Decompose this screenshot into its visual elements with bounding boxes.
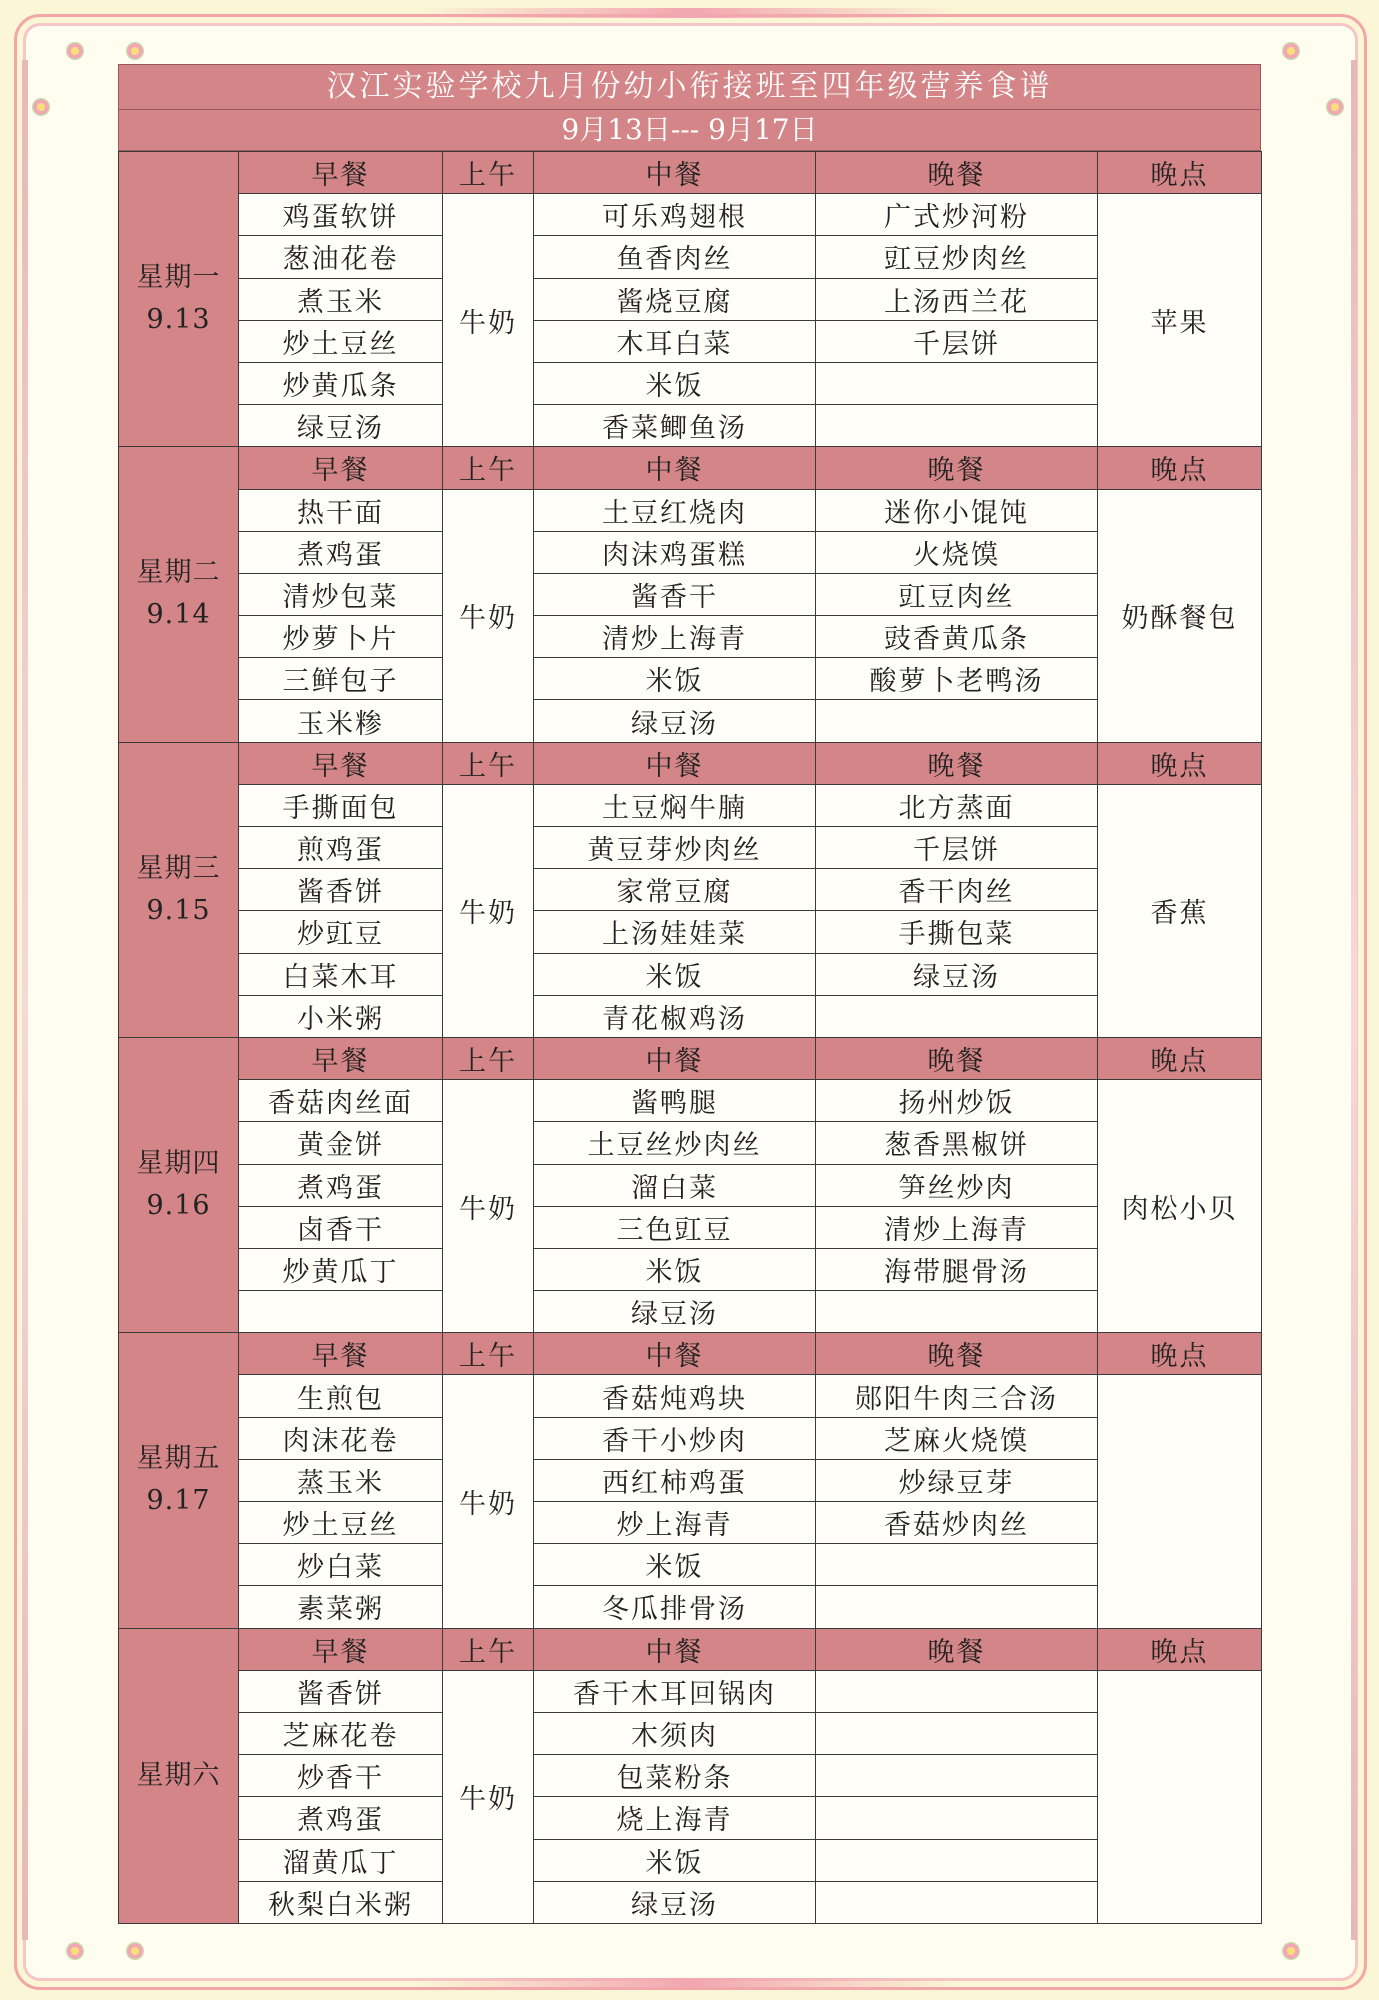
breakfast-item: 葱油花卷 — [239, 236, 443, 278]
breakfast-item: 素菜粥 — [239, 1586, 443, 1628]
table-row — [119, 827, 1262, 869]
breakfast-item: 鸡蛋软饼 — [239, 194, 443, 236]
column-header-dinner: 晚餐 — [816, 1037, 1098, 1079]
breakfast-item: 生煎包 — [239, 1375, 443, 1417]
breakfast-item: 煎鸡蛋 — [239, 827, 443, 869]
breakfast-item: 煮鸡蛋 — [239, 1797, 443, 1839]
lunch-item: 绿豆汤 — [534, 1881, 816, 1923]
day-header-row — [119, 1333, 1262, 1375]
dinner-item: 豉香黄瓜条 — [816, 616, 1098, 658]
breakfast-item: 芝麻花卷 — [239, 1712, 443, 1754]
lunch-item: 米饭 — [534, 658, 816, 700]
flower-icon — [66, 1942, 84, 1960]
flower-icon — [66, 42, 84, 60]
dinner-item — [816, 362, 1098, 404]
table-row — [119, 489, 1262, 531]
table-row — [119, 1502, 1262, 1544]
day-label — [119, 1333, 239, 1628]
lunch-item: 酱烧豆腐 — [534, 278, 816, 320]
day-header-row — [119, 447, 1262, 489]
day-label — [119, 1037, 239, 1332]
dinner-item — [816, 700, 1098, 742]
dinner-item: 千层饼 — [816, 320, 1098, 362]
snack-item: 奶酥餐包 — [1098, 489, 1262, 742]
dinner-item: 郧阳牛肉三合汤 — [816, 1375, 1098, 1417]
dinner-item: 芝麻火烧馍 — [816, 1417, 1098, 1459]
top-decor-bar — [420, 8, 960, 18]
bottom-decor-bar — [420, 1978, 960, 1988]
table-row — [119, 1248, 1262, 1290]
breakfast-item: 香菇肉丝面 — [239, 1080, 443, 1122]
dinner-item: 上汤西兰花 — [816, 278, 1098, 320]
table-row — [119, 953, 1262, 995]
table-row — [119, 911, 1262, 953]
dinner-item — [816, 1670, 1098, 1712]
column-header-dinner: 晚餐 — [816, 152, 1098, 194]
lunch-item: 溜白菜 — [534, 1164, 816, 1206]
breakfast-item: 小米粥 — [239, 995, 443, 1037]
breakfast-item: 秋梨白米粥 — [239, 1881, 443, 1923]
column-header-breakfast: 早餐 — [239, 742, 443, 784]
column-header-snack: 晚点 — [1098, 1628, 1262, 1670]
table-row — [119, 1375, 1262, 1417]
column-header-snack: 晚点 — [1098, 1333, 1262, 1375]
table-row — [119, 1164, 1262, 1206]
column-header-dinner: 晚餐 — [816, 742, 1098, 784]
breakfast-item: 炒萝卜片 — [239, 616, 443, 658]
column-header-morning: 上午 — [443, 742, 534, 784]
weekday-label: 星期三 — [136, 852, 221, 884]
lunch-item: 香菜鲫鱼汤 — [534, 405, 816, 447]
column-header-dinner: 晚餐 — [816, 447, 1098, 489]
dinner-item: 绿豆汤 — [816, 953, 1098, 995]
column-header-morning: 上午 — [443, 447, 534, 489]
date-label: 9.13 — [146, 304, 211, 336]
table-row — [119, 658, 1262, 700]
lunch-item: 绿豆汤 — [534, 700, 816, 742]
left-decor-stripe — [22, 60, 28, 1940]
dinner-item: 香干肉丝 — [816, 869, 1098, 911]
day-header-row — [119, 1628, 1262, 1670]
morning-item: 牛奶 — [443, 1670, 534, 1923]
table-row — [119, 236, 1262, 278]
weekday-label: 星期六 — [136, 1759, 221, 1791]
morning-item: 牛奶 — [443, 194, 534, 447]
table-row — [119, 784, 1262, 826]
lunch-item: 米饭 — [534, 362, 816, 404]
dinner-item: 笋丝炒肉 — [816, 1164, 1098, 1206]
lunch-item: 米饭 — [534, 1248, 816, 1290]
lunch-item: 米饭 — [534, 953, 816, 995]
lunch-item: 上汤娃娃菜 — [534, 911, 816, 953]
menu-sheet — [118, 64, 1261, 1924]
morning-item: 牛奶 — [443, 1080, 534, 1333]
lunch-item: 清炒上海青 — [534, 616, 816, 658]
breakfast-item: 卤香干 — [239, 1206, 443, 1248]
lunch-item: 木耳白菜 — [534, 320, 816, 362]
lunch-item: 炒上海青 — [534, 1502, 816, 1544]
dinner-item: 迷你小馄饨 — [816, 489, 1098, 531]
dinner-item: 葱香黑椒饼 — [816, 1122, 1098, 1164]
table-row — [119, 194, 1262, 236]
dinner-item — [816, 1586, 1098, 1628]
table-row — [119, 700, 1262, 742]
dinner-item — [816, 995, 1098, 1037]
dinner-item — [816, 1881, 1098, 1923]
dinner-item: 千层饼 — [816, 827, 1098, 869]
table-row — [119, 531, 1262, 573]
lunch-item: 冬瓜排骨汤 — [534, 1586, 816, 1628]
breakfast-item: 炒黄瓜丁 — [239, 1248, 443, 1290]
breakfast-item: 炒黄瓜条 — [239, 362, 443, 404]
date-label: 9.16 — [146, 1190, 211, 1222]
day-label — [119, 1628, 239, 1923]
dinner-item — [816, 1755, 1098, 1797]
weekday-label: 星期一 — [136, 262, 221, 294]
dinner-item: 豇豆肉丝 — [816, 573, 1098, 615]
breakfast-item: 煮鸡蛋 — [239, 1164, 443, 1206]
breakfast-item: 炒土豆丝 — [239, 320, 443, 362]
right-decor-stripe — [1351, 60, 1357, 1940]
lunch-item: 鱼香肉丝 — [534, 236, 816, 278]
table-row — [119, 1881, 1262, 1923]
day-label — [119, 447, 239, 742]
date-range: 9月13日--- 9月17日 — [118, 110, 1261, 151]
table-row — [119, 1712, 1262, 1754]
breakfast-item: 清炒包菜 — [239, 573, 443, 615]
breakfast-item: 热干面 — [239, 489, 443, 531]
column-header-morning: 上午 — [443, 1333, 534, 1375]
breakfast-item: 煮玉米 — [239, 278, 443, 320]
dinner-item: 扬州炒饭 — [816, 1080, 1098, 1122]
table-row — [119, 1291, 1262, 1333]
lunch-item: 木须肉 — [534, 1712, 816, 1754]
column-header-lunch: 中餐 — [534, 152, 816, 194]
lunch-item: 香干小炒肉 — [534, 1417, 816, 1459]
breakfast-item: 炒香干 — [239, 1755, 443, 1797]
dinner-item — [816, 1839, 1098, 1881]
dinner-item: 豇豆炒肉丝 — [816, 236, 1098, 278]
breakfast-item: 炒白菜 — [239, 1544, 443, 1586]
flower-icon — [126, 42, 144, 60]
column-header-lunch: 中餐 — [534, 1333, 816, 1375]
morning-item: 牛奶 — [443, 1375, 534, 1628]
menu-title: 汉江实验学校九月份幼小衔接班至四年级营养食谱 — [118, 64, 1261, 110]
lunch-item: 三色豇豆 — [534, 1206, 816, 1248]
day-header-row — [119, 742, 1262, 784]
lunch-item: 青花椒鸡汤 — [534, 995, 816, 1037]
lunch-item: 土豆丝炒肉丝 — [534, 1122, 816, 1164]
breakfast-item: 绿豆汤 — [239, 405, 443, 447]
column-header-breakfast: 早餐 — [239, 1628, 443, 1670]
table-row — [119, 1122, 1262, 1164]
lunch-item: 黄豆芽炒肉丝 — [534, 827, 816, 869]
snack-item: 肉松小贝 — [1098, 1080, 1262, 1333]
weekday-label: 星期四 — [136, 1148, 221, 1180]
column-header-dinner: 晚餐 — [816, 1628, 1098, 1670]
snack-item — [1098, 1670, 1262, 1923]
breakfast-item: 黄金饼 — [239, 1122, 443, 1164]
weekday-label: 星期二 — [136, 557, 221, 589]
table-row — [119, 573, 1262, 615]
breakfast-item: 酱香饼 — [239, 1670, 443, 1712]
table-row — [119, 1670, 1262, 1712]
dinner-item: 手撕包菜 — [816, 911, 1098, 953]
breakfast-item: 溜黄瓜丁 — [239, 1839, 443, 1881]
column-header-breakfast: 早餐 — [239, 447, 443, 489]
lunch-item: 可乐鸡翅根 — [534, 194, 816, 236]
breakfast-item — [239, 1291, 443, 1333]
dinner-item: 北方蒸面 — [816, 784, 1098, 826]
column-header-breakfast: 早餐 — [239, 152, 443, 194]
breakfast-item: 玉米糁 — [239, 700, 443, 742]
lunch-item: 包菜粉条 — [534, 1755, 816, 1797]
flower-icon — [126, 1942, 144, 1960]
morning-item: 牛奶 — [443, 489, 534, 742]
date-label: 9.15 — [146, 894, 211, 926]
lunch-item: 绿豆汤 — [534, 1291, 816, 1333]
dinner-item: 炒绿豆芽 — [816, 1459, 1098, 1501]
lunch-item: 米饭 — [534, 1839, 816, 1881]
table-row — [119, 320, 1262, 362]
table-row — [119, 869, 1262, 911]
lunch-item: 肉沫鸡蛋糕 — [534, 531, 816, 573]
flower-icon — [1282, 1942, 1300, 1960]
table-row — [119, 362, 1262, 404]
flower-icon — [1326, 98, 1344, 116]
table-row — [119, 616, 1262, 658]
lunch-item: 土豆焖牛腩 — [534, 784, 816, 826]
breakfast-item: 煮鸡蛋 — [239, 531, 443, 573]
flower-icon — [1282, 42, 1300, 60]
breakfast-item: 蒸玉米 — [239, 1459, 443, 1501]
table-row — [119, 1417, 1262, 1459]
dinner-item: 酸萝卜老鸭汤 — [816, 658, 1098, 700]
column-header-breakfast: 早餐 — [239, 1037, 443, 1079]
column-header-breakfast: 早餐 — [239, 1333, 443, 1375]
date-label: 9.14 — [146, 599, 211, 631]
lunch-item: 香干木耳回锅肉 — [534, 1670, 816, 1712]
dinner-item: 火烧馍 — [816, 531, 1098, 573]
column-header-lunch: 中餐 — [534, 1628, 816, 1670]
morning-item: 牛奶 — [443, 784, 534, 1037]
dinner-item: 海带腿骨汤 — [816, 1248, 1098, 1290]
breakfast-item: 白菜木耳 — [239, 953, 443, 995]
dinner-item — [816, 1544, 1098, 1586]
lunch-item: 西红柿鸡蛋 — [534, 1459, 816, 1501]
column-header-lunch: 中餐 — [534, 742, 816, 784]
column-header-dinner: 晚餐 — [816, 1333, 1098, 1375]
breakfast-item: 肉沫花卷 — [239, 1417, 443, 1459]
column-header-lunch: 中餐 — [534, 447, 816, 489]
breakfast-item: 炒豇豆 — [239, 911, 443, 953]
date-label: 9.17 — [146, 1485, 211, 1517]
table-row — [119, 1459, 1262, 1501]
breakfast-item: 酱香饼 — [239, 869, 443, 911]
lunch-item: 土豆红烧肉 — [534, 489, 816, 531]
snack-item — [1098, 1375, 1262, 1628]
column-header-snack: 晚点 — [1098, 447, 1262, 489]
table-row — [119, 405, 1262, 447]
table-row — [119, 1544, 1262, 1586]
column-header-morning: 上午 — [443, 1628, 534, 1670]
lunch-item: 香菇炖鸡块 — [534, 1375, 816, 1417]
snack-item: 香蕉 — [1098, 784, 1262, 1037]
table-row — [119, 1797, 1262, 1839]
dinner-item — [816, 405, 1098, 447]
dinner-item — [816, 1712, 1098, 1754]
lunch-item: 米饭 — [534, 1544, 816, 1586]
menu-table-body — [119, 152, 1262, 1924]
column-header-snack: 晚点 — [1098, 1037, 1262, 1079]
breakfast-item: 手撕面包 — [239, 784, 443, 826]
breakfast-item: 炒土豆丝 — [239, 1502, 443, 1544]
table-row — [119, 1206, 1262, 1248]
column-header-morning: 上午 — [443, 1037, 534, 1079]
lunch-item: 烧上海青 — [534, 1797, 816, 1839]
column-header-lunch: 中餐 — [534, 1037, 816, 1079]
dinner-item — [816, 1797, 1098, 1839]
day-header-row — [119, 1037, 1262, 1079]
dinner-item: 清炒上海青 — [816, 1206, 1098, 1248]
lunch-item: 酱鸭腿 — [534, 1080, 816, 1122]
table-row — [119, 278, 1262, 320]
table-row — [119, 1080, 1262, 1122]
weekday-label: 星期五 — [136, 1443, 221, 1475]
column-header-snack: 晚点 — [1098, 152, 1262, 194]
breakfast-item: 三鲜包子 — [239, 658, 443, 700]
day-label — [119, 152, 239, 447]
column-header-morning: 上午 — [443, 152, 534, 194]
table-row — [119, 1839, 1262, 1881]
day-label — [119, 742, 239, 1037]
day-header-row — [119, 152, 1262, 194]
lunch-item: 家常豆腐 — [534, 869, 816, 911]
column-header-snack: 晚点 — [1098, 742, 1262, 784]
table-row — [119, 995, 1262, 1037]
dinner-item: 广式炒河粉 — [816, 194, 1098, 236]
lunch-item: 酱香干 — [534, 573, 816, 615]
dinner-item: 香菇炒肉丝 — [816, 1502, 1098, 1544]
table-row — [119, 1586, 1262, 1628]
flower-icon — [32, 98, 50, 116]
menu-table — [118, 151, 1262, 1924]
dinner-item — [816, 1291, 1098, 1333]
table-row — [119, 1755, 1262, 1797]
snack-item: 苹果 — [1098, 194, 1262, 447]
